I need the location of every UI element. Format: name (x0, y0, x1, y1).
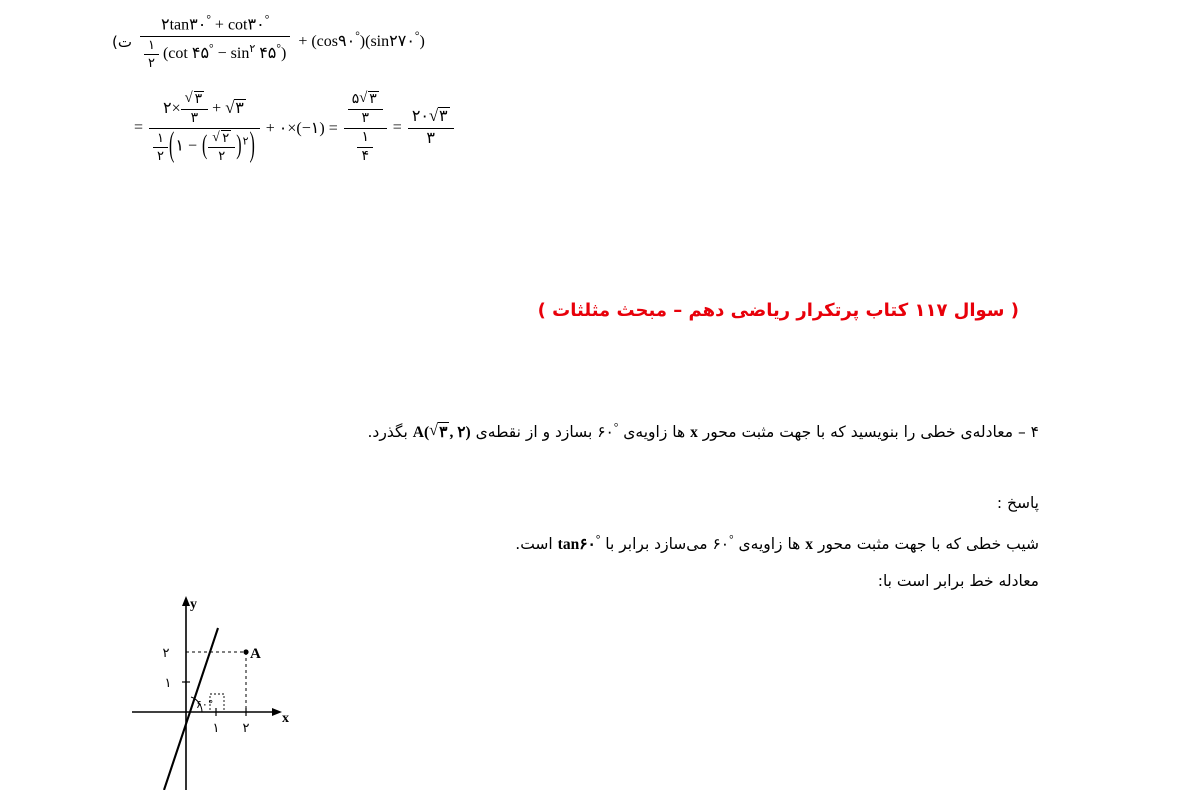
question-text-2: ها زاویه‌ی (623, 423, 686, 442)
equals-sign-2: = (392, 118, 402, 136)
main-fraction (140, 14, 425, 71)
result-fraction-final: $\frac{۲۰ √ ۳}{۳}$ (408, 107, 454, 148)
part-tag: ت) (112, 33, 132, 52)
evaluated-numerator: ۲× √ $\frac{۳}{۳}$ + √ ۳ (149, 91, 260, 129)
question-text-4: بگذرد. (367, 423, 408, 442)
answer-text-3: می‌سازد برابر با (605, 535, 708, 554)
question-line (368, 422, 1040, 442)
expression-line-2 (134, 91, 672, 165)
expression-line-1 (112, 14, 672, 71)
variable-x: x (690, 424, 698, 442)
question-text-1: معادله‌ی خطی را بنویسید که با جهت مثبت محور (702, 423, 1014, 442)
question-point: A( √ ۳ , ۲) (413, 422, 471, 442)
x-axis-label: x (282, 711, 289, 726)
x-axis-arrow (272, 708, 282, 716)
graph-svg (118, 590, 328, 790)
equals-sign-1: = (134, 118, 144, 136)
question-number: ۴ – (1017, 423, 1039, 442)
answer-line-1 (515, 534, 1039, 554)
x-tick-label-1: ۱ (212, 721, 220, 736)
point-a-label: A (250, 646, 261, 662)
answer-label: پاسخ : (996, 494, 1039, 512)
x-tick-label-2: ۲ (242, 721, 250, 736)
y-axis-label: y (190, 597, 197, 612)
answer-angle: ۶۰° (712, 534, 734, 554)
fraction-numerator: ۲tan۳۰° + cot۳۰° (140, 14, 290, 37)
variable-x: x (805, 536, 814, 554)
red-source-heading: ( سوال ۱۱۷ کتاب پرتکرار ریاضی دهم – مبحث مثلثات ) (537, 300, 1019, 321)
plus-product-term: + (cos۹۰°)(sin۲۷۰°) (298, 30, 425, 50)
question-text-3: بسازد و از نقطه‌ی (475, 423, 593, 442)
y-axis-arrow (182, 596, 190, 606)
coordinate-graph (118, 590, 328, 790)
y-tick-label-2: ۲ (162, 646, 170, 661)
result-fraction-1: $\frac{\frac{۵ √ ۳}{۳}}{\frac{۱}{۴}}$ (344, 91, 387, 165)
angle-label: ۶۰° (196, 698, 214, 711)
tan-value: tan۶۰° (557, 534, 601, 554)
answer-text-4: است. (515, 535, 553, 554)
answer-text-1: شیب خطی که با جهت مثبت محور (817, 535, 1039, 554)
question-angle: ۶۰° (597, 422, 619, 442)
evaluated-fraction (149, 91, 260, 164)
answer-text-2: ها زاویه‌ی (738, 535, 801, 554)
worked-solution-block (112, 14, 672, 165)
answer-line-2: معادله خط برابر است با: (877, 572, 1039, 590)
evaluated-denominator: $\frac{۱}{۲}$ (۱ − ( √ $\frac{۲}{۲}$ )$^۲$) (149, 129, 260, 164)
point-a-marker (243, 649, 248, 654)
y-tick-label-1: ۱ (164, 676, 172, 691)
zero-product-term: + ۰×(−۱) = (265, 119, 338, 137)
fraction-denominator: $\frac{۱}{۲}$ (cot ۴۵° − $\sin^۲$ ۴۵°) (140, 37, 290, 71)
